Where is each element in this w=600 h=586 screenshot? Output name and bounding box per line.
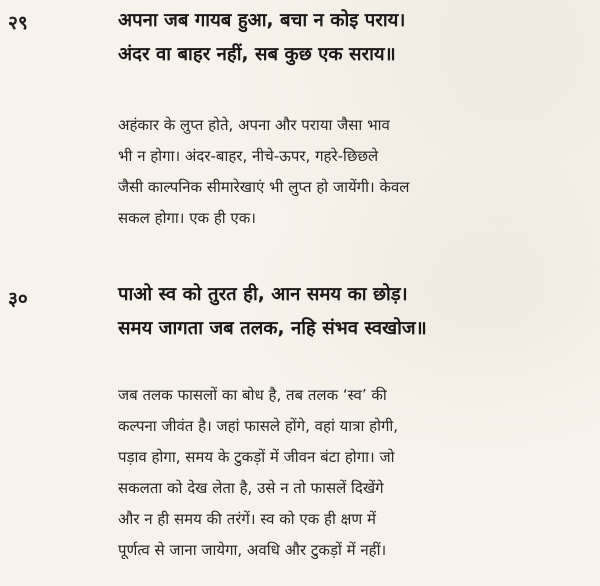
commentary-30-line-2: कल्पना जीवंत है। जहां फासले होंगे, वहां यात्रा होगी,: [118, 417, 399, 435]
commentary-29-line-2: भी न होगा। अंदर-बाहर, नीचे-ऊपर, गहरे-छिछले: [118, 147, 379, 165]
commentary-30-line-5: और न ही समय की तरंगें। स्व को एक ही क्षण में: [118, 510, 376, 528]
verse-number-30: ३०: [8, 288, 28, 310]
commentary-30-line-1: जब तलक फासलों का बोध है, तब तलक ‘स्व’ की: [118, 386, 387, 404]
commentary-29-line-4: सकल होगा। एक ही एक।: [118, 209, 256, 227]
verse-30-line-1: पाओ स्व को तुरत ही, आन समय का छोड़।: [118, 284, 408, 305]
commentary-29: [118, 110, 528, 234]
verse-number-29: २९: [8, 12, 28, 34]
commentary-30-line-4: सकलता को देख लेता है, उसे न तो फासलें दिखेंगे: [118, 479, 384, 497]
commentary-30-line-6: पूर्णत्व से जाना जायेगा, अवधि और टुकड़ों में नहीं।: [118, 541, 387, 559]
verse-29-line-1: अपना जब गायब हुआ, बचा न कोइ पराय।: [118, 10, 406, 31]
commentary-29-line-3: जैसी काल्पनिक सीमारेखाएं भी लुप्त हो जायेंगी। केवल: [118, 178, 410, 196]
verse-30-line-2: समय जागता जब तलक, नहि संभव स्वखोज॥: [118, 318, 427, 339]
commentary-30: [118, 380, 528, 566]
commentary-29-line-1: अहंकार के लुप्त होते, अपना और पराया जैसा भाव: [118, 116, 390, 134]
verse-30: [118, 278, 594, 346]
verse-29-line-2: अंदर वा बाहर नहीं, सब कुछ एक सराय॥: [118, 44, 396, 65]
commentary-30-line-3: पड़ाव होगा, समय के टुकड़ों में जीवन बंटा होगा। जो: [118, 448, 395, 466]
verse-29: [118, 4, 594, 72]
